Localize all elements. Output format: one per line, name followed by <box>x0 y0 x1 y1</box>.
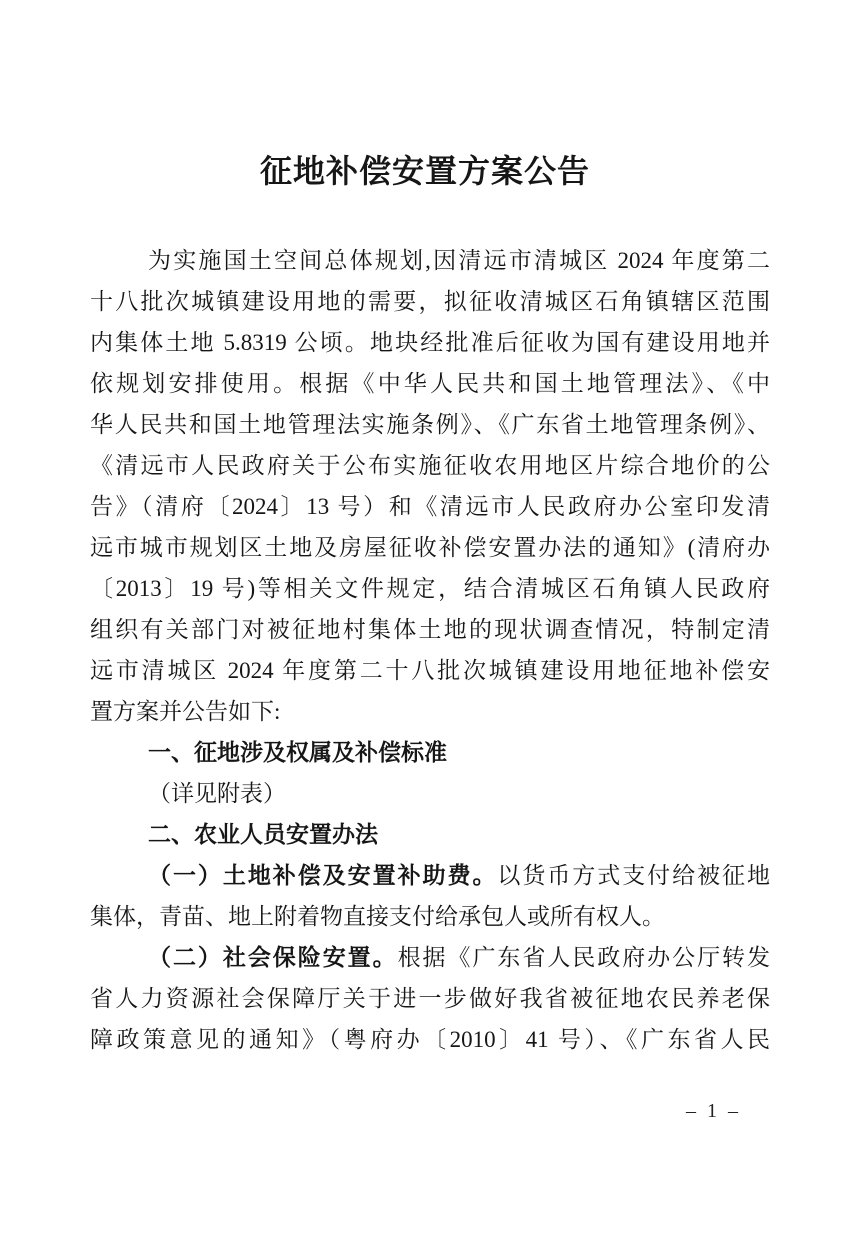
section-heading-2 <box>90 814 770 855</box>
text-line <box>90 240 770 281</box>
text-run: 《清远市人民政府关于公布实施征收农用地区片综合地价的公 <box>90 453 770 478</box>
text-run: 华人民共和国土地管理法实施条例》、《广东省土地管理条例》、 <box>90 412 770 437</box>
text-run: 远市清城区 2024 年度第二十八批次城镇建设用地征地补偿安 <box>90 658 770 683</box>
text-line <box>90 691 770 732</box>
text-run: 远市城市规划区土地及房屋征收补偿安置办法的通知》(清府办 <box>90 535 770 560</box>
text-line <box>90 486 770 527</box>
text-run: 内集体土地 5.8319 公顷。地块经批准后征收为国有建设用地并 <box>90 330 770 355</box>
text-run: 障政策意见的通知》（粤府办〔2010〕41 号）、《广东省人民 <box>90 1027 770 1052</box>
text-run: （详见附表） <box>148 781 286 806</box>
bold-run: 一、征地涉及权属及补偿标准 <box>148 739 447 765</box>
text-run: 为实施国土空间总体规划,因清远市清城区 2024 年度第二 <box>148 248 770 273</box>
document-title: 征地补偿安置方案公告 <box>259 153 590 189</box>
text-run: 集体，青苗、地上附着物直接支付给承包人或所有权人。 <box>90 904 665 929</box>
bold-run: （二）社会保险安置。 <box>148 944 398 970</box>
text-run: 省人力资源社会保障厅关于进一步做好我省被征地农民养老保 <box>90 986 770 1011</box>
item-2-line <box>90 937 770 978</box>
text-line <box>90 896 770 937</box>
text-line <box>90 322 770 363</box>
text-line <box>90 445 770 486</box>
text-line <box>90 609 770 650</box>
text-line <box>90 281 770 322</box>
text-run: 〔2013〕19 号)等相关文件规定，结合清城区石角镇人民政府 <box>90 576 770 601</box>
text-line <box>90 404 770 445</box>
attachment-note <box>90 773 770 814</box>
text-run: 告》（清府〔2024〕13 号）和《清远市人民政府办公室印发清 <box>90 494 770 519</box>
text-line <box>90 568 770 609</box>
section-heading-1 <box>90 732 770 773</box>
text-line <box>90 363 770 404</box>
document-body <box>90 240 770 1060</box>
text-line <box>90 650 770 691</box>
text-line <box>90 978 770 1019</box>
text-run: 以货币方式支付给被征地 <box>497 863 771 888</box>
text-line <box>90 1019 770 1060</box>
bold-run: （一）土地补偿及安置补助费。 <box>148 862 498 888</box>
page-number: – 1 – <box>686 1100 741 1122</box>
bold-run: 二、农业人员安置办法 <box>148 821 378 847</box>
text-line <box>90 527 770 568</box>
text-run: 组织有关部门对被征地村集体土地的现状调查情况，特制定清 <box>90 617 770 642</box>
text-run: 置方案并公告如下: <box>90 699 281 724</box>
item-1-line <box>90 855 770 896</box>
text-run: 十八批次城镇建设用地的需要，拟征收清城区石角镇辖区范围 <box>90 289 770 314</box>
text-run: 依规划安排使用。根据《中华人民共和国土地管理法》、《中 <box>90 371 770 396</box>
text-run: 根据《广东省人民政府办公厅转发 <box>397 945 771 970</box>
